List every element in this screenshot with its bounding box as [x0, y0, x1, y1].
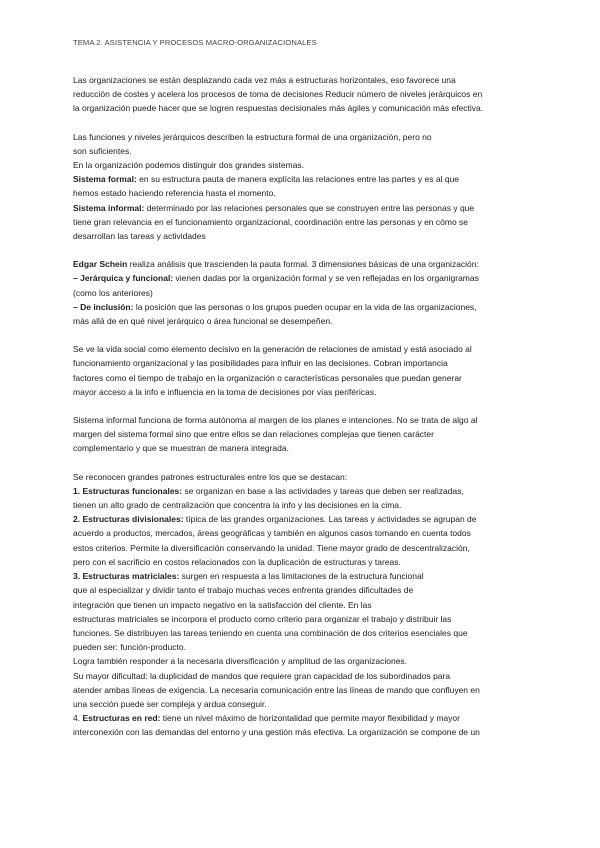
- text-line: vienen dadas por la organización formal y se ven reflejadas en los organigramas: [173, 273, 479, 284]
- text-line: integración que tienen un impacto negativo en la satisfacción del cliente. En las: [73, 599, 372, 610]
- text-line: tienen un alto grado de centralización que concentra la info y las decisiones en la cima.: [73, 500, 402, 511]
- text-line: tiene gran relevancia en el funcionamiento organizacional, coordinación entre las personas y en cómo se: [73, 216, 469, 227]
- hierarchical-label: – Jerárquica y funcional:: [73, 273, 174, 284]
- text-line: se organizan en base a las actividades y tareas que deben ser realizadas,: [182, 485, 464, 496]
- hierarchical-line: [73, 271, 544, 285]
- text-line: complementario y que se muestran de manera integrada.: [73, 443, 289, 454]
- inclusion-line: [73, 300, 544, 314]
- informal-system-line: [73, 201, 544, 215]
- network-structures-line: [73, 711, 544, 725]
- text-line: realiza análisis que trascienden la pauta formal. 3 dimensiones básicas de una organización:: [127, 259, 479, 270]
- text-line: Se ve la vida social como elemento decisivo en la generación de relaciones de amistad y está asociado al: [73, 344, 472, 355]
- text-line: típica de las grandes organizaciones. Las tareas y actividades se agrupan de: [183, 514, 477, 525]
- list-number: 4.: [73, 713, 83, 724]
- formal-system-label: Sistema formal:: [73, 174, 137, 185]
- paragraph-structural-patterns: [73, 470, 544, 740]
- matrix-structures-label: 3. Estructuras matriciales:: [73, 571, 180, 582]
- document-body: [73, 73, 544, 740]
- text-line: interconexión con las demandas del entorno y una gestión más efectiva. La organización se compone de un: [73, 727, 480, 738]
- paragraph-social-life: [73, 342, 544, 399]
- text-line: funcionamiento organizacional y las posibilidades para influir en las decisiones. Cobran importancia: [73, 358, 448, 369]
- text-line: Su mayor dificultad: la duplicidad de mandos que requiere gran capacidad de los subordinados para: [73, 670, 451, 681]
- divisional-structures-line: [73, 512, 544, 526]
- text-line: reducción de costes y acelera los procesos de toma de decisiones Reducir número de niveles jerárquicos en: [73, 89, 483, 100]
- text-line: Se reconocen grandes patrones estructurales entre los que se destacan:: [73, 471, 348, 482]
- text-line: desarrollan las tareas y actividades: [73, 231, 206, 242]
- text-line: pero con el sacrificio en costos relacionados con la duplicación de estructuras y tareas.: [73, 556, 401, 567]
- informal-system-label: Sistema informal:: [73, 202, 145, 213]
- text-line: En la organización podemos distinguir dos grandes sistemas.: [73, 160, 305, 171]
- schein-label: Edgar Schein: [73, 259, 128, 270]
- text-line: estos criterios. Permite la diversificación conservando la unidad. Tiene mayor grado de descentralización,: [73, 542, 470, 553]
- text-line: surgen en respuesta a las limitaciones de la estructura funcional: [179, 571, 424, 582]
- inclusion-label: – De inclusión:: [73, 301, 134, 312]
- schein-line: [73, 257, 544, 271]
- text-line: Sistema informal funciona de forma autónoma al margen de los planes e intenciones. No se trata de algo al: [73, 415, 478, 426]
- paragraph-schein: [73, 257, 544, 328]
- running-header: TEMA 2. ASISTENCIA Y PROCESOS MACRO-ORGANIZACIONALES: [73, 38, 317, 47]
- functional-structures-label: 1. Estructuras funcionales:: [73, 485, 183, 496]
- functional-structures-line: [73, 484, 544, 498]
- text-line: la organización puede hacer que se logren respuestas decisionales más ágiles y comunicación más efectiva.: [73, 103, 484, 114]
- text-line: atender ambas líneas de exigencia. La necesaria comunicación entre las líneas de mando que confluyen en: [73, 684, 480, 695]
- paragraph-horizontal-structures: [73, 73, 544, 116]
- text-line: acuerdo a productos, mercados, áreas geográficas y también en algunos casos tomando en cuenta todos: [73, 528, 471, 539]
- paragraph-systems: [73, 130, 544, 244]
- formal-system-line: [73, 172, 544, 186]
- text-line: la posición que las personas o los grupos pueden ocupar en la vida de las organizaciones,: [133, 301, 477, 312]
- text-line: Logra también responder a la necesaria diversificación y amplitud de las organizaciones.: [73, 656, 408, 667]
- text-line: Las organizaciones se están desplazando cada vez más a estructuras horizontales, eso favorece una: [73, 75, 456, 85]
- text-line: estructuras matriciales se incorpora el producto como criterio para organizar el trabajo y distribuir las: [73, 613, 452, 624]
- paragraph-informal-autonomy: [73, 413, 544, 456]
- text-line: factores como el tiempo de trabajo en la organización o características personales que puedan generar: [73, 372, 462, 383]
- matrix-structures-line: [73, 569, 544, 583]
- text-line: pueden ser: función-producto.: [73, 642, 186, 653]
- network-structures-label: Estructuras en red:: [82, 713, 161, 724]
- text-line: margen del sistema formal sino que entre ellos se dan relaciones complejas que tienen carácter: [73, 429, 434, 440]
- text-line: tiene un nivel máximo de horizontalidad que permite mayor flexibilidad y mayor: [160, 713, 460, 724]
- text-line: funciones. Se distribuyen las tareas teniendo en cuenta una combinación de dos criterios esenciales que: [73, 627, 468, 638]
- text-line: que al especializar y dividir tanto el trabajo muchas veces enfrenta grandes dificultades de: [73, 585, 414, 596]
- text-line: determinado por las relaciones personales que se construyen entre las personas y que: [144, 202, 475, 213]
- text-line: más allá de en qué nivel jerárquico o área funcional se desempeñen.: [73, 316, 333, 327]
- text-line: una sección puede ser compleja y ardua conseguir.: [73, 698, 267, 709]
- text-line: hemos estado haciendo referencia hasta el momento.: [73, 188, 276, 199]
- text-line: son suficientes.: [73, 145, 132, 156]
- text-line: Las funciones y niveles jerárquicos describen la estructura formal de una organización, pero no: [73, 131, 432, 142]
- text-line: mayor acceso a la info e influencia en la toma de decisiones por vías periféricas.: [73, 386, 377, 397]
- text-line: en su estructura pauta de manera explícita las relaciones entre las partes y es al que: [136, 174, 460, 185]
- text-line: (como los anteriores): [73, 287, 153, 298]
- divisional-structures-label: 2. Estructuras divisionales:: [73, 514, 184, 525]
